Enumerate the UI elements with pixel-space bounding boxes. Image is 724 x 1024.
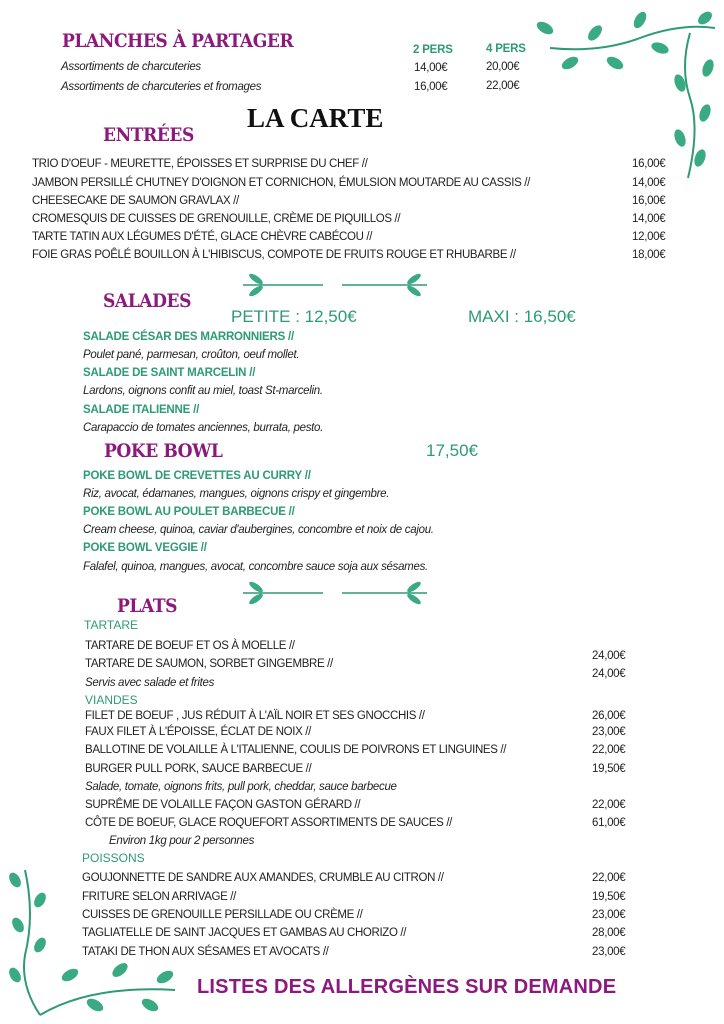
poke-name: POKE BOWL VEGGIE // xyxy=(83,542,207,554)
plat-price: 22,00€ xyxy=(592,799,626,811)
salade-desc: Poulet pané, parmesan, croûton, oeuf mollet. xyxy=(83,349,300,361)
salade-petite-price: PETITE : 12,50€ xyxy=(231,307,357,326)
poke-desc: Riz, avocat, édamanes, mangues, oignons crispy et gingembre. xyxy=(83,488,390,500)
plat-price: 23,00€ xyxy=(592,946,626,958)
plat-item: CUISSES DE GRENOUILLE PERSILLADE OU CRÈME // xyxy=(82,909,363,921)
entree-item: CHEESECAKE DE SAUMON GRAVLAX // xyxy=(32,195,239,207)
page-title: LA CARTE xyxy=(247,103,384,133)
tartare-label: TARTARE xyxy=(84,618,139,632)
poke-name: POKE BOWL AU POULET BARBECUE // xyxy=(83,506,295,518)
entree-price: 14,00€ xyxy=(632,177,666,189)
plat-item: TARTARE DE BOEUF ET OS À MOELLE // xyxy=(85,640,295,652)
plat-price: 19,50€ xyxy=(592,763,626,775)
planche-price-4: 22,00€ xyxy=(486,80,520,92)
planche-item: Assortiments de charcuteries xyxy=(61,61,201,73)
plat-price: 26,00€ xyxy=(592,710,626,722)
planche-price-2: 16,00€ xyxy=(414,81,448,93)
tartare-note: Servis avec salade et frites xyxy=(85,677,215,689)
entree-item: TARTE TATIN AUX LÉGUMES D'ÉTÉ, GLACE CHÈVRE CABÉCOU // xyxy=(32,231,373,243)
entree-price: 12,00€ xyxy=(632,231,666,243)
plat-item: FILET DE BOEUF , JUS RÉDUIT À L'AÏL NOIR ET SES GNOCCHIS // xyxy=(85,710,425,722)
poke-desc: Falafel, quinoa, mangues, avocat, concombre sauce soja aux sésames. xyxy=(83,561,428,573)
salade-desc: Carapaccio de tomates anciennes, burrata, pesto. xyxy=(83,422,324,434)
poke-heading: POKE BOWL xyxy=(104,440,223,462)
salade-name: SALADE DE SAINT MARCELIN // xyxy=(83,367,256,379)
plat-item: CÔTE DE BOEUF, GLACE ROQUEFORT ASSORTIMENTS DE SAUCES // xyxy=(85,817,453,829)
burger-note: Salade, tomate, oignons frits, pull pork, cheddar, sauce barbecue xyxy=(85,781,397,793)
plat-price: 23,00€ xyxy=(592,726,626,738)
plat-item: TAGLIATELLE DE SAINT JACQUES ET GAMBAS AU CHORIZO // xyxy=(82,927,407,939)
vine-top-right-decoration xyxy=(530,8,724,183)
poissons-label: POISSONS xyxy=(82,851,145,865)
plat-price: 28,00€ xyxy=(592,927,626,939)
plat-price: 23,00€ xyxy=(592,909,626,921)
divider-ornament xyxy=(238,272,432,298)
viandes-label: VIANDES xyxy=(85,693,138,707)
plat-price: 22,00€ xyxy=(592,872,626,884)
planche-price-2: 14,00€ xyxy=(414,62,448,74)
entree-price: 16,00€ xyxy=(632,158,666,170)
planche-price-4: 20,00€ xyxy=(486,61,520,73)
salade-name: SALADE CÉSAR DES MARRONNIERS // xyxy=(83,331,295,343)
plat-price: 19,50€ xyxy=(592,891,626,903)
entree-item: TRIO D'OEUF - MEURETTE, ÉPOISSES ET SURPRISE DU CHEF // xyxy=(32,158,368,170)
entrees-heading: ENTRÉES xyxy=(103,124,194,146)
plat-item: TARTARE DE SAUMON, SORBET GINGEMBRE // xyxy=(85,658,333,670)
entree-price: 16,00€ xyxy=(632,195,666,207)
entree-price: 14,00€ xyxy=(632,213,666,225)
divider-ornament xyxy=(238,580,432,606)
plat-item: FAUX FILET À L'ÉPOISSE, ÉCLAT DE NOIX // xyxy=(85,726,311,738)
plat-price: 22,00€ xyxy=(592,744,626,756)
salades-heading: SALADES xyxy=(103,290,191,312)
plat-item: BURGER PULL PORK, SAUCE BARBECUE // xyxy=(85,763,312,775)
plat-price: 24,00€ xyxy=(592,650,626,662)
plat-price: 24,00€ xyxy=(592,668,626,680)
plat-item: TATAKI DE THON AUX SÉSAMES ET AVOCATS // xyxy=(82,946,329,958)
plat-item: SUPRÊME DE VOLAILLE FAÇON GASTON GÉRARD // xyxy=(85,799,361,811)
allergen-notice: LISTES DES ALLERGÈNES SUR DEMANDE xyxy=(197,976,617,998)
plats-heading: PLATS xyxy=(117,595,178,617)
salade-desc: Lardons, oignons confit au miel, toast St-marcelin. xyxy=(83,385,323,397)
plat-item: GOUJONNETTE DE SANDRE AUX AMANDES, CRUMBLE AU CITRON // xyxy=(82,872,444,884)
entree-price: 18,00€ xyxy=(632,249,666,261)
poke-name: POKE BOWL DE CREVETTES AU CURRY // xyxy=(83,470,311,482)
plat-item: FRITURE SELON ARRIVAGE // xyxy=(82,891,236,903)
plat-item: BALLOTINE DE VOLAILLE À L'ITALIENNE, COULIS DE POIVRONS ET LINGUINES // xyxy=(85,744,507,756)
entree-item: JAMBON PERSILLÉ CHUTNEY D'OIGNON ET CORNICHON, ÉMULSION MOUTARDE AU CASSIS // xyxy=(32,177,530,189)
salade-name: SALADE ITALIENNE // xyxy=(83,404,200,416)
salade-maxi-price: MAXI : 16,50€ xyxy=(468,307,576,326)
col-2-pers: 2 PERS xyxy=(413,44,453,56)
poke-price: 17,50€ xyxy=(426,441,478,460)
planche-item: Assortiments de charcuteries et fromages xyxy=(61,81,262,93)
cote-note: Environ 1kg pour 2 personnes xyxy=(109,835,255,847)
plat-price: 61,00€ xyxy=(592,817,626,829)
planches-heading: PLANCHES À PARTAGER xyxy=(62,30,294,52)
poke-desc: Cream cheese, quinoa, caviar d'aubergines, concombre et noix de cajou. xyxy=(83,524,434,536)
entree-item: FOIE GRAS POÊLÉ BOUILLON À L'HIBISCUS, COMPOTE DE FRUITS ROUGE ET RHUBARBE // xyxy=(32,249,516,261)
col-4-pers: 4 PERS xyxy=(486,43,526,55)
entree-item: CROMESQUIS DE CUISSES DE GRENOUILLE, CRÈME DE PIQUILLOS // xyxy=(32,213,401,225)
